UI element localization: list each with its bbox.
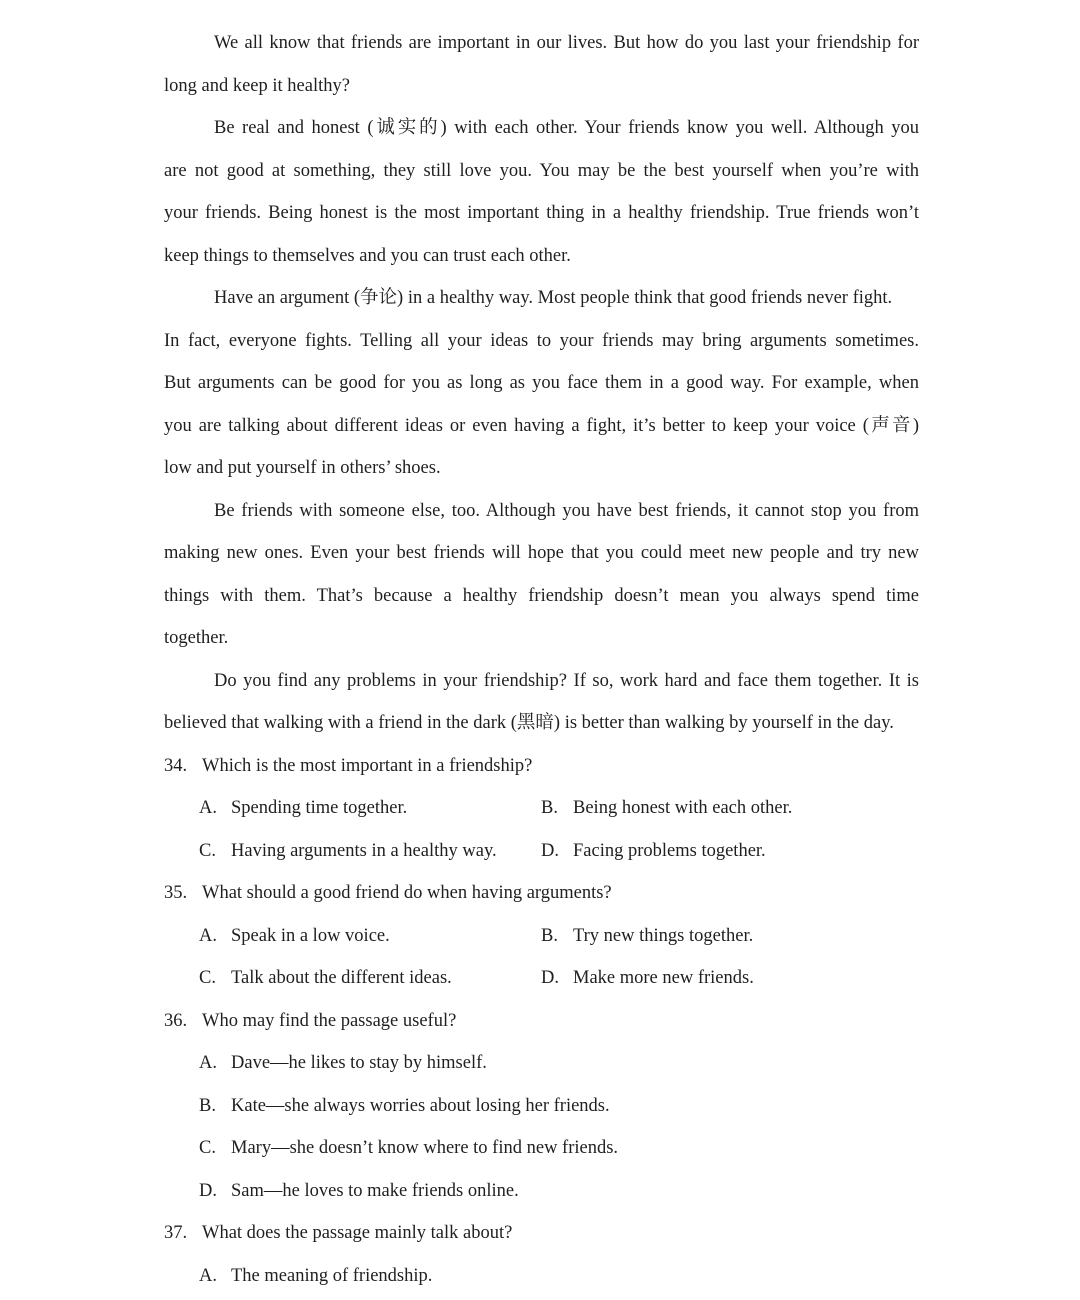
passage-p3-line1: Have an argument (争论) in a healthy way. Most people think that good friends never fight.: [214, 288, 893, 308]
option-35-a[interactable]: [199, 924, 390, 948]
passage-p4-line3: things with them. That’s because a healthy friendship doesn’t mean you always spend time: [164, 586, 919, 606]
option-text: Sam—he loves to make friends online.: [231, 1181, 519, 1201]
option-34-a[interactable]: [199, 796, 407, 820]
passage-p3-line5: low and put yourself in others’ shoes.: [164, 458, 441, 478]
question-number: 35.: [164, 883, 188, 903]
question-36: [164, 1009, 456, 1033]
passage-p2-line3: your friends. Being honest is the most important thing in a healthy friendship. True friends won’t: [164, 203, 919, 223]
question-number: 34.: [164, 756, 188, 776]
question-number: 37.: [164, 1223, 188, 1243]
passage-p4-line4: together.: [164, 628, 229, 648]
option-35-b[interactable]: [541, 924, 753, 948]
option-letter: A.: [199, 926, 217, 946]
passage-p2-line4: keep things to themselves and you can trust each other.: [164, 246, 571, 266]
passage-p3-line2: In fact, everyone fights. Telling all your ideas to your friends may bring arguments sometimes.: [164, 331, 919, 351]
option-text: Dave—he likes to stay by himself.: [231, 1053, 487, 1073]
option-letter: B.: [541, 926, 558, 946]
option-letter: D.: [199, 1181, 217, 1201]
option-text: Mary—she doesn’t know where to find new friends.: [231, 1138, 619, 1158]
passage-p3-line3: But arguments can be good for you as long as you face them in a good way. For example, when: [164, 373, 919, 393]
passage-p3-line4: you are talking about different ideas or even having a fight, it’s better to keep your voice (声音): [164, 416, 919, 436]
question-text: Who may find the passage useful?: [202, 1011, 457, 1031]
option-text: Having arguments in a healthy way.: [231, 841, 497, 861]
option-34-d[interactable]: [541, 839, 766, 863]
option-34-b[interactable]: [541, 796, 792, 820]
option-text: Being honest with each other.: [573, 798, 793, 818]
option-35-d[interactable]: [541, 966, 754, 990]
option-letter: A.: [199, 798, 217, 818]
passage-p2-line1: Be real and honest (诚实的) with each other. Your friends know you well. Although you: [214, 118, 919, 138]
option-text: Try new things together.: [573, 926, 754, 946]
option-letter: D.: [541, 841, 559, 861]
option-34-c[interactable]: [199, 839, 497, 863]
option-text: Talk about the different ideas.: [231, 968, 452, 988]
option-letter: A.: [199, 1266, 217, 1286]
option-35-c[interactable]: [199, 966, 452, 990]
passage-p5-line2: believed that walking with a friend in the dark (黑暗) is better than walking by yourself in the day.: [164, 713, 894, 733]
passage-p5-line1: Do you find any problems in your friendship? If so, work hard and face them together. It is: [214, 671, 919, 691]
option-letter: A.: [199, 1053, 217, 1073]
option-text: Kate—she always worries about losing her friends.: [231, 1096, 610, 1116]
option-36-c[interactable]: [199, 1136, 618, 1160]
option-text: Facing problems together.: [573, 841, 766, 861]
question-text: What does the passage mainly talk about?: [202, 1223, 513, 1243]
option-letter: B.: [541, 798, 558, 818]
option-36-d[interactable]: [199, 1179, 519, 1203]
question-number: 36.: [164, 1011, 188, 1031]
question-34: [164, 754, 532, 778]
option-letter: C.: [199, 841, 216, 861]
option-text: Spending time together.: [231, 798, 408, 818]
question-text: What should a good friend do when having arguments?: [202, 883, 612, 903]
option-36-b[interactable]: [199, 1094, 610, 1118]
passage-p2-line2: are not good at something, they still love you. You may be the best yourself when you’re with: [164, 161, 919, 181]
option-letter: C.: [199, 968, 216, 988]
passage-p1-line1: We all know that friends are important in our lives. But how do you last your friendship for: [214, 33, 919, 53]
option-letter: C.: [199, 1138, 216, 1158]
option-text: Make more new friends.: [573, 968, 754, 988]
question-35: [164, 881, 612, 905]
option-text: The meaning of friendship.: [231, 1266, 433, 1286]
option-letter: B.: [199, 1096, 216, 1116]
option-text: Speak in a low voice.: [231, 926, 390, 946]
question-37: [164, 1221, 512, 1245]
option-37-a[interactable]: [199, 1264, 432, 1288]
passage-p1-line2: long and keep it healthy?: [164, 76, 350, 96]
passage-p4-line2: making new ones. Even your best friends will hope that you could meet new people and try new: [164, 543, 919, 563]
passage-p4-line1: Be friends with someone else, too. Although you have best friends, it cannot stop you from: [214, 501, 919, 521]
option-letter: D.: [541, 968, 559, 988]
question-text: Which is the most important in a friendship?: [202, 756, 533, 776]
option-36-a[interactable]: [199, 1051, 487, 1075]
